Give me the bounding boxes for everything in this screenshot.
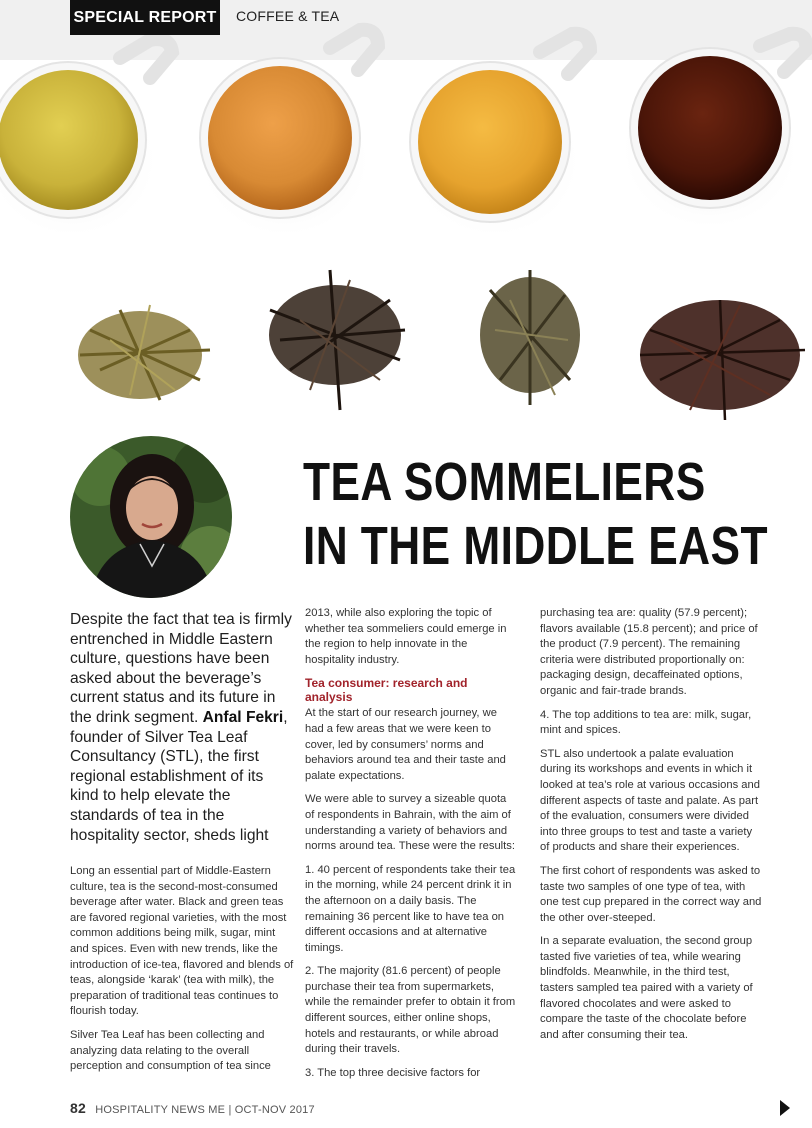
issue-date: OCT-NOV 2017 [234, 1104, 315, 1116]
result-item-3: 3. The top three decisive factors for [305, 1066, 481, 1079]
black-tea-cup [618, 34, 806, 232]
body-paragraph: STL also undertook a palate evaluation during its workshops and events in which it looked at tea’s role at various occasions and different aspects of taste and palate. As part of the evaluation, consumers were divided into three groups to test and taste a variety of products and share their experiences. [540, 747, 760, 854]
intro-text-before: Despite the fact that tea is firmly entrenched in Middle Eastern culture, questions have been asked about the beverage’s current status and its future in the drink segment. [70, 611, 292, 726]
body-paragraph: 2013, while also exploring the topic of whether tea sommeliers could emerge in the region to help innovate in the hospitality industry. [305, 607, 507, 666]
green-tea-leaves [78, 305, 210, 400]
body-column-3 [540, 606, 762, 1051]
intro-paragraph [70, 610, 294, 845]
green-tea-cup [0, 39, 172, 240]
next-page-arrow-icon[interactable] [780, 1100, 790, 1116]
body-paragraph: purchasing tea are: quality (57.9 percent); flavors available (15.8 percent); and price of the product (7.9 percent). The remaining criteria were distributed proportionally on: packaging design, decaffeinated options, organic and fair-trade brands. [540, 607, 758, 697]
result-item-4: 4. The top additions to tea are: milk, sugar, mint and spices. [540, 708, 752, 737]
white-tea-leaves [480, 270, 580, 405]
body-paragraph: Long an essential part of Middle-Eastern culture, tea is the second-most-consumed beverage after water. Black and green teas are favored regional varieties, with the most common additions being milk, sugar, mint and spices. Even with new trends, like the introduction of ice-tea, flavored and blends of teas, alongside ‘karak’ (tea with milk), the preparation of traditional teas continues to flourish today. [70, 865, 294, 1018]
body-paragraph: Silver Tea Leaf has been collecting and analyzing data relating to the overall perception and consumption of tea since [70, 1028, 271, 1073]
body-column-2 [305, 606, 518, 1089]
body-paragraph: We were able to survey a sizeable quota of respondents in Bahrain, with the aim of understanding a variety of behaviors and norms around tea. These were the results: [305, 793, 515, 853]
section-label: SPECIAL REPORT [70, 0, 220, 35]
result-item-1: 1. 40 percent of respondents take their tea in the morning, while 24 percent drink it in the afternoon on a daily basis. The remaining 36 percent like to have tea on different occasions and at alternative timings. [305, 863, 516, 954]
body-paragraph: The first cohort of respondents was asked to taste two samples of one type of tea, with one test cup prepared in the correct way and the other over-steeped. [540, 864, 762, 924]
hero-photo [0, 0, 812, 440]
article-title [303, 450, 768, 578]
body-paragraph: At the start of our research journey, we had a few areas that we were keen to cover, led by consumers’ norms and behaviors around tea and their taste and palate expectations. [305, 707, 506, 782]
oolong-tea-cup [197, 30, 378, 240]
oolong-tea-leaves [269, 270, 405, 410]
body-paragraph: In a separate evaluation, the second group tasted five varieties of tea, while wearing blindfolds. Meanwhile, in the third test, tasters sampled tea paired with a variety of flavored chocolates and were asked to compare the taste of the chocolate before and after consuming their tea. [540, 935, 753, 1041]
publication-name: HOSPITALITY NEWS ME [95, 1104, 226, 1116]
footer-separator: | [228, 1104, 232, 1116]
author-name: Anfal Fekri [202, 708, 284, 726]
intro-text-after: , founder of Silver Tea Leaf Consultancy (STL), the first regional establishment of its kind to help elevate the standards of tea in the hospitality sector, sheds light [70, 708, 288, 844]
title-line-1: TEA SOMMELIERS [303, 452, 706, 512]
black-tea-leaves [640, 300, 805, 420]
author-portrait [70, 436, 232, 598]
white-tea-cup [407, 34, 590, 240]
section-subheading: Tea consumer: research and analysis [305, 676, 468, 705]
result-item-2: 2. The majority (81.6 percent) of people purchase their tea from supermarkets, while the remainder prefer to obtain it from different sources, either online shops, hotels and restaurants, or while abroad during their travels. [305, 965, 516, 1056]
title-line-2: IN THE MIDDLE EAST [303, 516, 768, 576]
body-column-1 [70, 864, 294, 1083]
page-footer [70, 1100, 315, 1116]
category-label: COFFEE & TEA [236, 8, 340, 24]
page-number: 82 [70, 1100, 86, 1116]
